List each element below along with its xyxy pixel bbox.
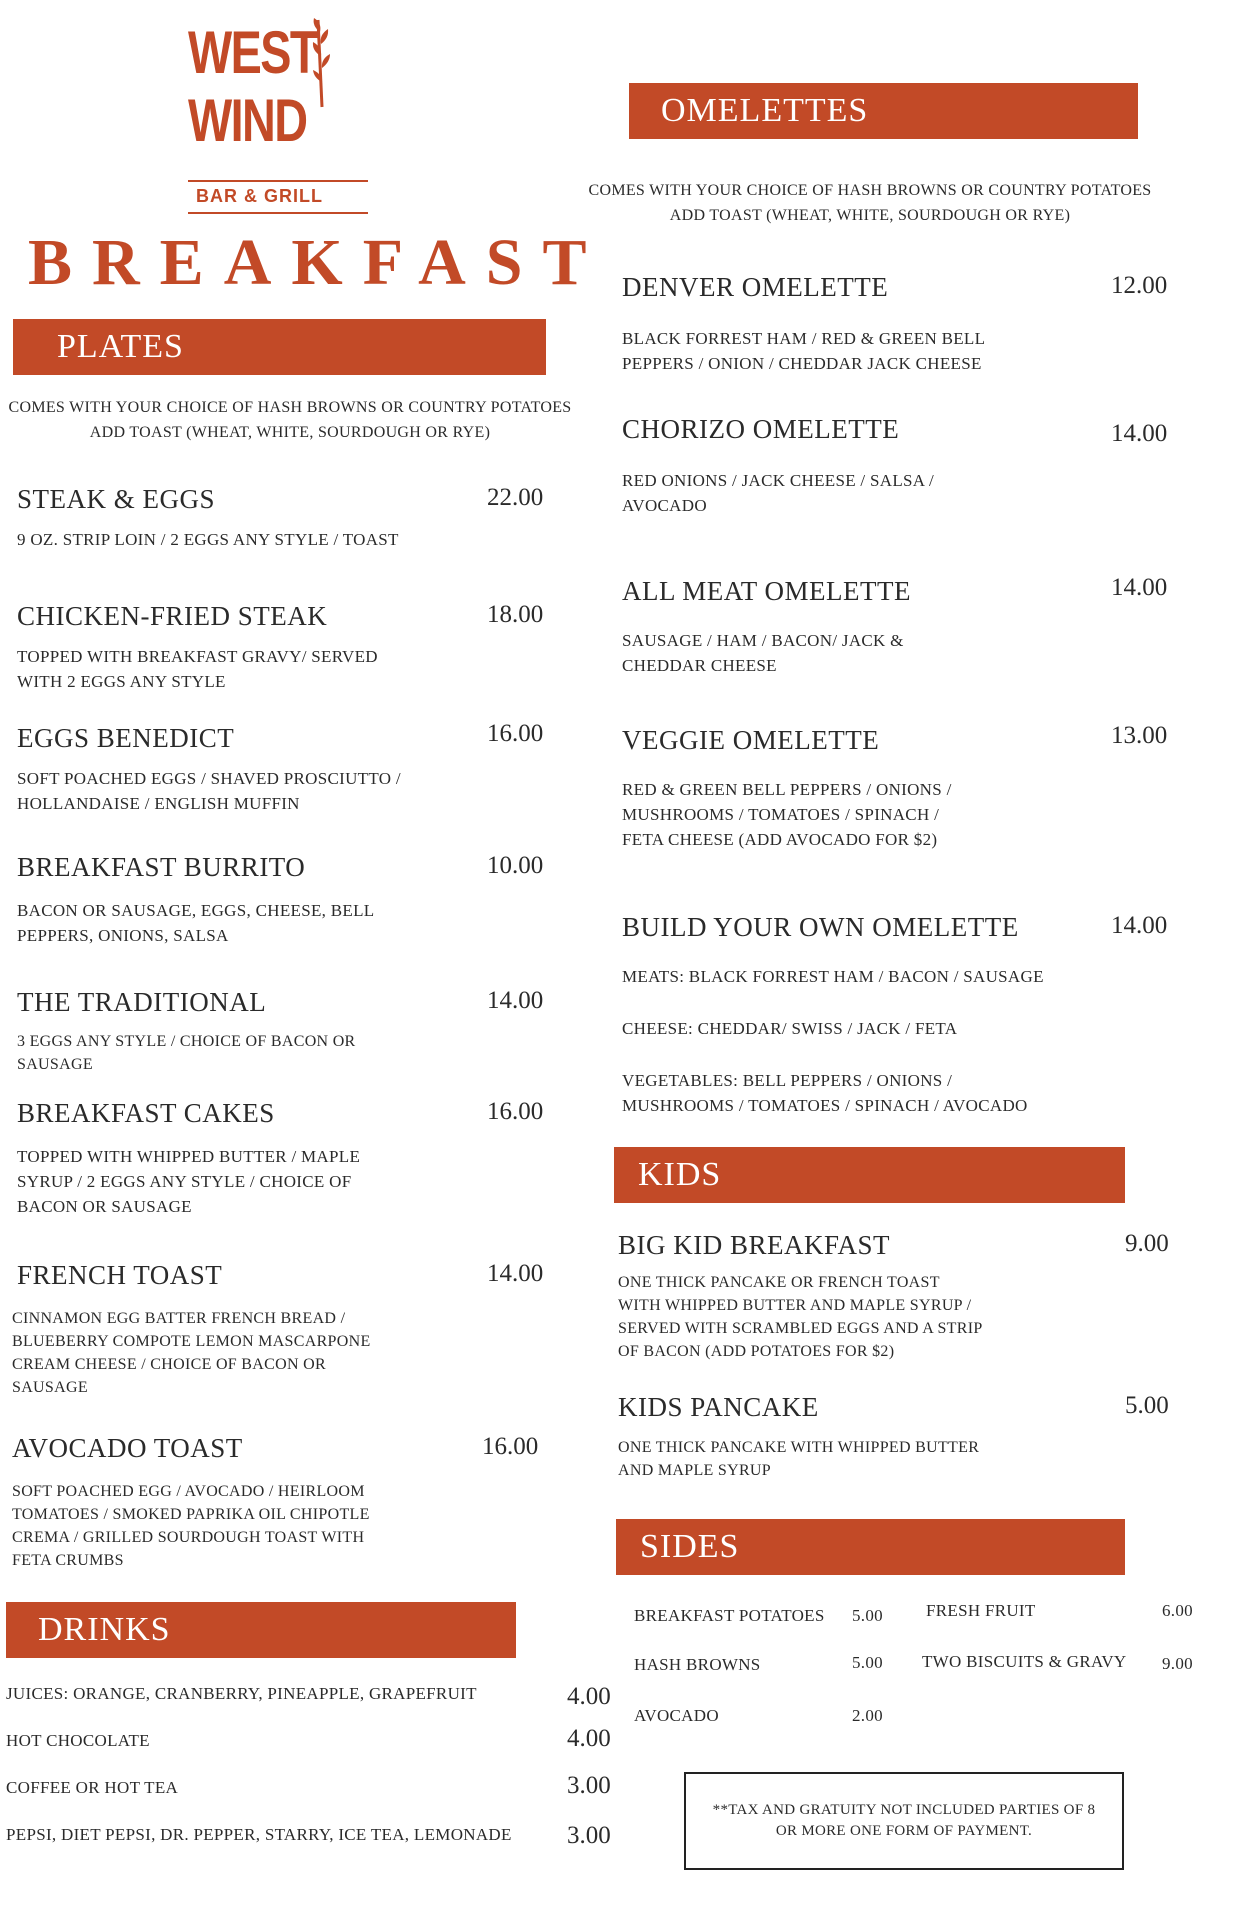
kids-desc-line: SERVED WITH SCRAMBLED EGGS AND A STRIP <box>618 1320 983 1337</box>
plate-price: 16.00 <box>482 1433 539 1460</box>
plate-desc-line: BACON OR SAUSAGE <box>17 1197 192 1216</box>
omelettes-note-line1: COMES WITH YOUR CHOICE OF HASH BROWNS OR COUNTRY POTATOES <box>588 182 1152 199</box>
plate-desc-line: TOPPED WITH BREAKFAST GRAVY/ SERVED <box>17 647 378 666</box>
logo-line1: WEST <box>188 19 317 86</box>
logo-line2: WIND <box>188 87 307 154</box>
build-vegetables <box>622 1068 1028 1118</box>
side-name: TWO BISCUITS & GRAVY <box>922 1652 1127 1671</box>
drink-name: JUICES: ORANGE, CRANBERRY, PINEAPPLE, GRAPEFRUIT <box>6 1684 477 1703</box>
plates-heading: PLATES <box>57 328 184 365</box>
drinks-heading: DRINKS <box>38 1611 171 1648</box>
logo <box>150 12 380 212</box>
plate-desc-line: CREMA / GRILLED SOURDOUGH TOAST WITH <box>12 1529 365 1546</box>
disclaimer-box <box>684 1772 1124 1870</box>
plate-desc <box>17 1030 356 1076</box>
plates-note-line2: ADD TOAST (WHEAT, WHITE, SOURDOUGH OR RYE) <box>89 424 491 441</box>
disclaimer-line: **TAX AND GRATUITY NOT INCLUDED PARTIES OF 8 <box>712 1802 1096 1818</box>
side-name: FRESH FRUIT <box>926 1601 1036 1620</box>
plate-desc-line: TOMATOES / SMOKED PAPRIKA OIL CHIPOTLE <box>12 1506 370 1523</box>
plate-desc-line: BACON OR SAUSAGE, EGGS, CHEESE, BELL <box>17 901 375 920</box>
plate-name: FRENCH TOAST <box>17 1260 223 1290</box>
omelettes-note-line2: ADD TOAST (WHEAT, WHITE, SOURDOUGH OR RYE) <box>669 207 1071 224</box>
omelette-desc-line: SAUSAGE / HAM / BACON/ JACK & <box>622 631 904 650</box>
kids-item-price: 5.00 <box>1125 1392 1169 1419</box>
drink-name: HOT CHOCOLATE <box>6 1731 150 1750</box>
build-veg-line: MUSHROOMS / TOMATOES / SPINACH / AVOCADO <box>622 1096 1028 1115</box>
plate-name: THE TRADITIONAL <box>17 987 267 1017</box>
plate-name: BREAKFAST CAKES <box>17 1098 275 1128</box>
plate-name: BREAKFAST BURRITO <box>17 852 306 882</box>
side-name: BREAKFAST POTATOES <box>634 1606 825 1625</box>
plate-price: 16.00 <box>487 720 544 747</box>
build-meats: MEATS: BLACK FORREST HAM / BACON / SAUSAGE <box>622 967 1044 986</box>
omelette-desc-line: FETA CHEESE (ADD AVOCADO FOR $2) <box>622 830 938 849</box>
plate-desc <box>17 1144 360 1219</box>
plate-name: STEAK & EGGS <box>17 484 216 514</box>
kids-desc-line: AND MAPLE SYRUP <box>618 1462 771 1479</box>
omelette-desc <box>622 628 904 678</box>
kids-item-desc <box>618 1271 983 1363</box>
side-price: 9.00 <box>1162 1654 1193 1673</box>
plate-desc <box>12 1480 370 1572</box>
omelette-price: 12.00 <box>1111 272 1168 299</box>
drink-name: COFFEE OR HOT TEA <box>6 1778 179 1797</box>
kids-item-name: KIDS PANCAKE <box>618 1392 819 1422</box>
omelette-desc-line: CHEDDAR CHEESE <box>622 656 777 675</box>
drink-price: 3.00 <box>567 1822 611 1849</box>
omelettes-note <box>580 178 1160 228</box>
plate-desc-line: PEPPERS, ONIONS, SALSA <box>17 926 229 945</box>
plate-desc-line: FETA CRUMBS <box>12 1552 124 1569</box>
side-name: AVOCADO <box>634 1706 719 1725</box>
logo-divider-bottom <box>188 212 368 214</box>
plates-note-line1: COMES WITH YOUR CHOICE OF HASH BROWNS OR COUNTRY POTATOES <box>8 399 572 416</box>
omelette-name: ALL MEAT OMELETTE <box>622 576 911 606</box>
omelette-name: BUILD YOUR OWN OMELETTE <box>622 912 1019 942</box>
kids-banner <box>614 1147 1125 1203</box>
plate-desc-line: WITH 2 EGGS ANY STYLE <box>17 672 226 691</box>
omelette-desc-line: MUSHROOMS / TOMATOES / SPINACH / <box>622 805 940 824</box>
omelette-desc <box>622 326 985 376</box>
plate-desc <box>17 527 399 552</box>
side-price: 2.00 <box>852 1706 883 1725</box>
side-name: HASH BROWNS <box>634 1655 761 1674</box>
kids-item-desc <box>618 1436 979 1482</box>
omelette-name: DENVER OMELETTE <box>622 272 889 302</box>
omelettes-heading: OMELETTES <box>661 92 869 129</box>
plate-price: 10.00 <box>487 852 544 879</box>
plate-name: CHICKEN-FRIED STEAK <box>17 601 328 631</box>
omelettes-banner <box>629 83 1138 139</box>
disclaimer-line: OR MORE ONE FORM OF PAYMENT. <box>775 1823 1033 1839</box>
plate-desc-line: SOFT POACHED EGG / AVOCADO / HEIRLOOM <box>12 1483 365 1500</box>
omelette-name: VEGGIE OMELETTE <box>622 725 880 755</box>
omelette-name: CHORIZO OMELETTE <box>622 414 900 444</box>
drink-price: 3.00 <box>567 1772 611 1799</box>
plate-desc-line: SAUSAGE <box>17 1056 93 1073</box>
omelette-desc <box>622 468 934 518</box>
kids-desc-line: ONE THICK PANCAKE WITH WHIPPED BUTTER <box>618 1439 980 1456</box>
omelette-desc-line: RED ONIONS / JACK CHEESE / SALSA / <box>622 471 934 490</box>
sides-banner <box>616 1519 1125 1575</box>
plate-desc-line: 3 EGGS ANY STYLE / CHOICE OF BACON OR <box>17 1033 356 1050</box>
plate-desc-line: CREAM CHEESE / CHOICE OF BACON OR <box>12 1356 326 1373</box>
plate-desc-line: SYRUP / 2 EGGS ANY STYLE / CHOICE OF <box>17 1172 352 1191</box>
omelette-desc <box>622 777 952 852</box>
plate-price: 16.00 <box>487 1098 544 1125</box>
kids-heading: KIDS <box>638 1156 722 1193</box>
side-price: 5.00 <box>852 1653 883 1672</box>
kids-desc-line: ONE THICK PANCAKE OR FRENCH TOAST <box>618 1274 940 1291</box>
omelette-desc-line: RED & GREEN BELL PEPPERS / ONIONS / <box>622 780 952 799</box>
plates-note <box>0 395 580 445</box>
drink-name: PEPSI, DIET PEPSI, DR. PEPPER, STARRY, ICE TEA, LEMONADE <box>6 1825 512 1844</box>
plate-name: AVOCADO TOAST <box>12 1433 243 1463</box>
plate-desc-line: 9 OZ. STRIP LOIN / 2 EGGS ANY STYLE / TOAST <box>17 530 399 549</box>
build-cheese: CHEESE: CHEDDAR/ SWISS / JACK / FETA <box>622 1019 958 1038</box>
drink-price: 4.00 <box>567 1725 611 1752</box>
logo-divider-top <box>188 180 368 182</box>
plate-price: 18.00 <box>487 601 544 628</box>
drinks-banner <box>6 1602 516 1658</box>
kids-desc-line: OF BACON (ADD POTATOES FOR $2) <box>618 1343 895 1360</box>
omelette-price: 14.00 <box>1111 420 1168 447</box>
plate-desc <box>17 898 374 948</box>
omelette-desc-line: BLACK FORREST HAM / RED & GREEN BELL <box>622 329 986 348</box>
plate-desc-line: SOFT POACHED EGGS / SHAVED PROSCIUTTO / <box>17 769 401 788</box>
omelette-desc-line: AVOCADO <box>622 496 707 515</box>
plate-desc-line: BLUEBERRY COMPOTE LEMON MASCARPONE <box>12 1333 371 1350</box>
build-veg-line: VEGETABLES: BELL PEPPERS / ONIONS / <box>622 1071 953 1090</box>
side-price: 6.00 <box>1162 1601 1193 1620</box>
drink-price: 4.00 <box>567 1683 611 1710</box>
logo-subtitle: BAR & GRILL <box>196 186 323 206</box>
plate-price: 14.00 <box>487 1260 544 1287</box>
kids-item-price: 9.00 <box>1125 1230 1169 1257</box>
omelette-desc-line: PEPPERS / ONION / CHEDDAR JACK CHEESE <box>622 354 982 373</box>
kids-item-name: BIG KID BREAKFAST <box>618 1230 891 1260</box>
plate-desc <box>12 1307 371 1399</box>
plate-desc <box>17 766 401 816</box>
omelette-price: 13.00 <box>1111 722 1168 749</box>
plate-price: 22.00 <box>487 484 544 511</box>
plates-banner <box>13 319 546 375</box>
omelette-price: 14.00 <box>1111 912 1168 939</box>
plate-desc <box>17 644 378 694</box>
plate-name: EGGS BENEDICT <box>17 723 235 753</box>
plate-desc-line: CINNAMON EGG BATTER FRENCH BREAD / <box>12 1310 346 1327</box>
kids-desc-line: WITH WHIPPED BUTTER AND MAPLE SYRUP / <box>618 1297 972 1314</box>
page-title: BREAKFAST <box>28 226 607 299</box>
side-price: 5.00 <box>852 1606 883 1625</box>
plate-desc-line: HOLLANDAISE / ENGLISH MUFFIN <box>17 794 300 813</box>
plate-desc-line: SAUSAGE <box>12 1379 88 1396</box>
omelette-price: 14.00 <box>1111 574 1168 601</box>
plate-desc-line: TOPPED WITH WHIPPED BUTTER / MAPLE <box>17 1147 361 1166</box>
plate-price: 14.00 <box>487 987 544 1014</box>
sides-heading: SIDES <box>640 1528 740 1565</box>
